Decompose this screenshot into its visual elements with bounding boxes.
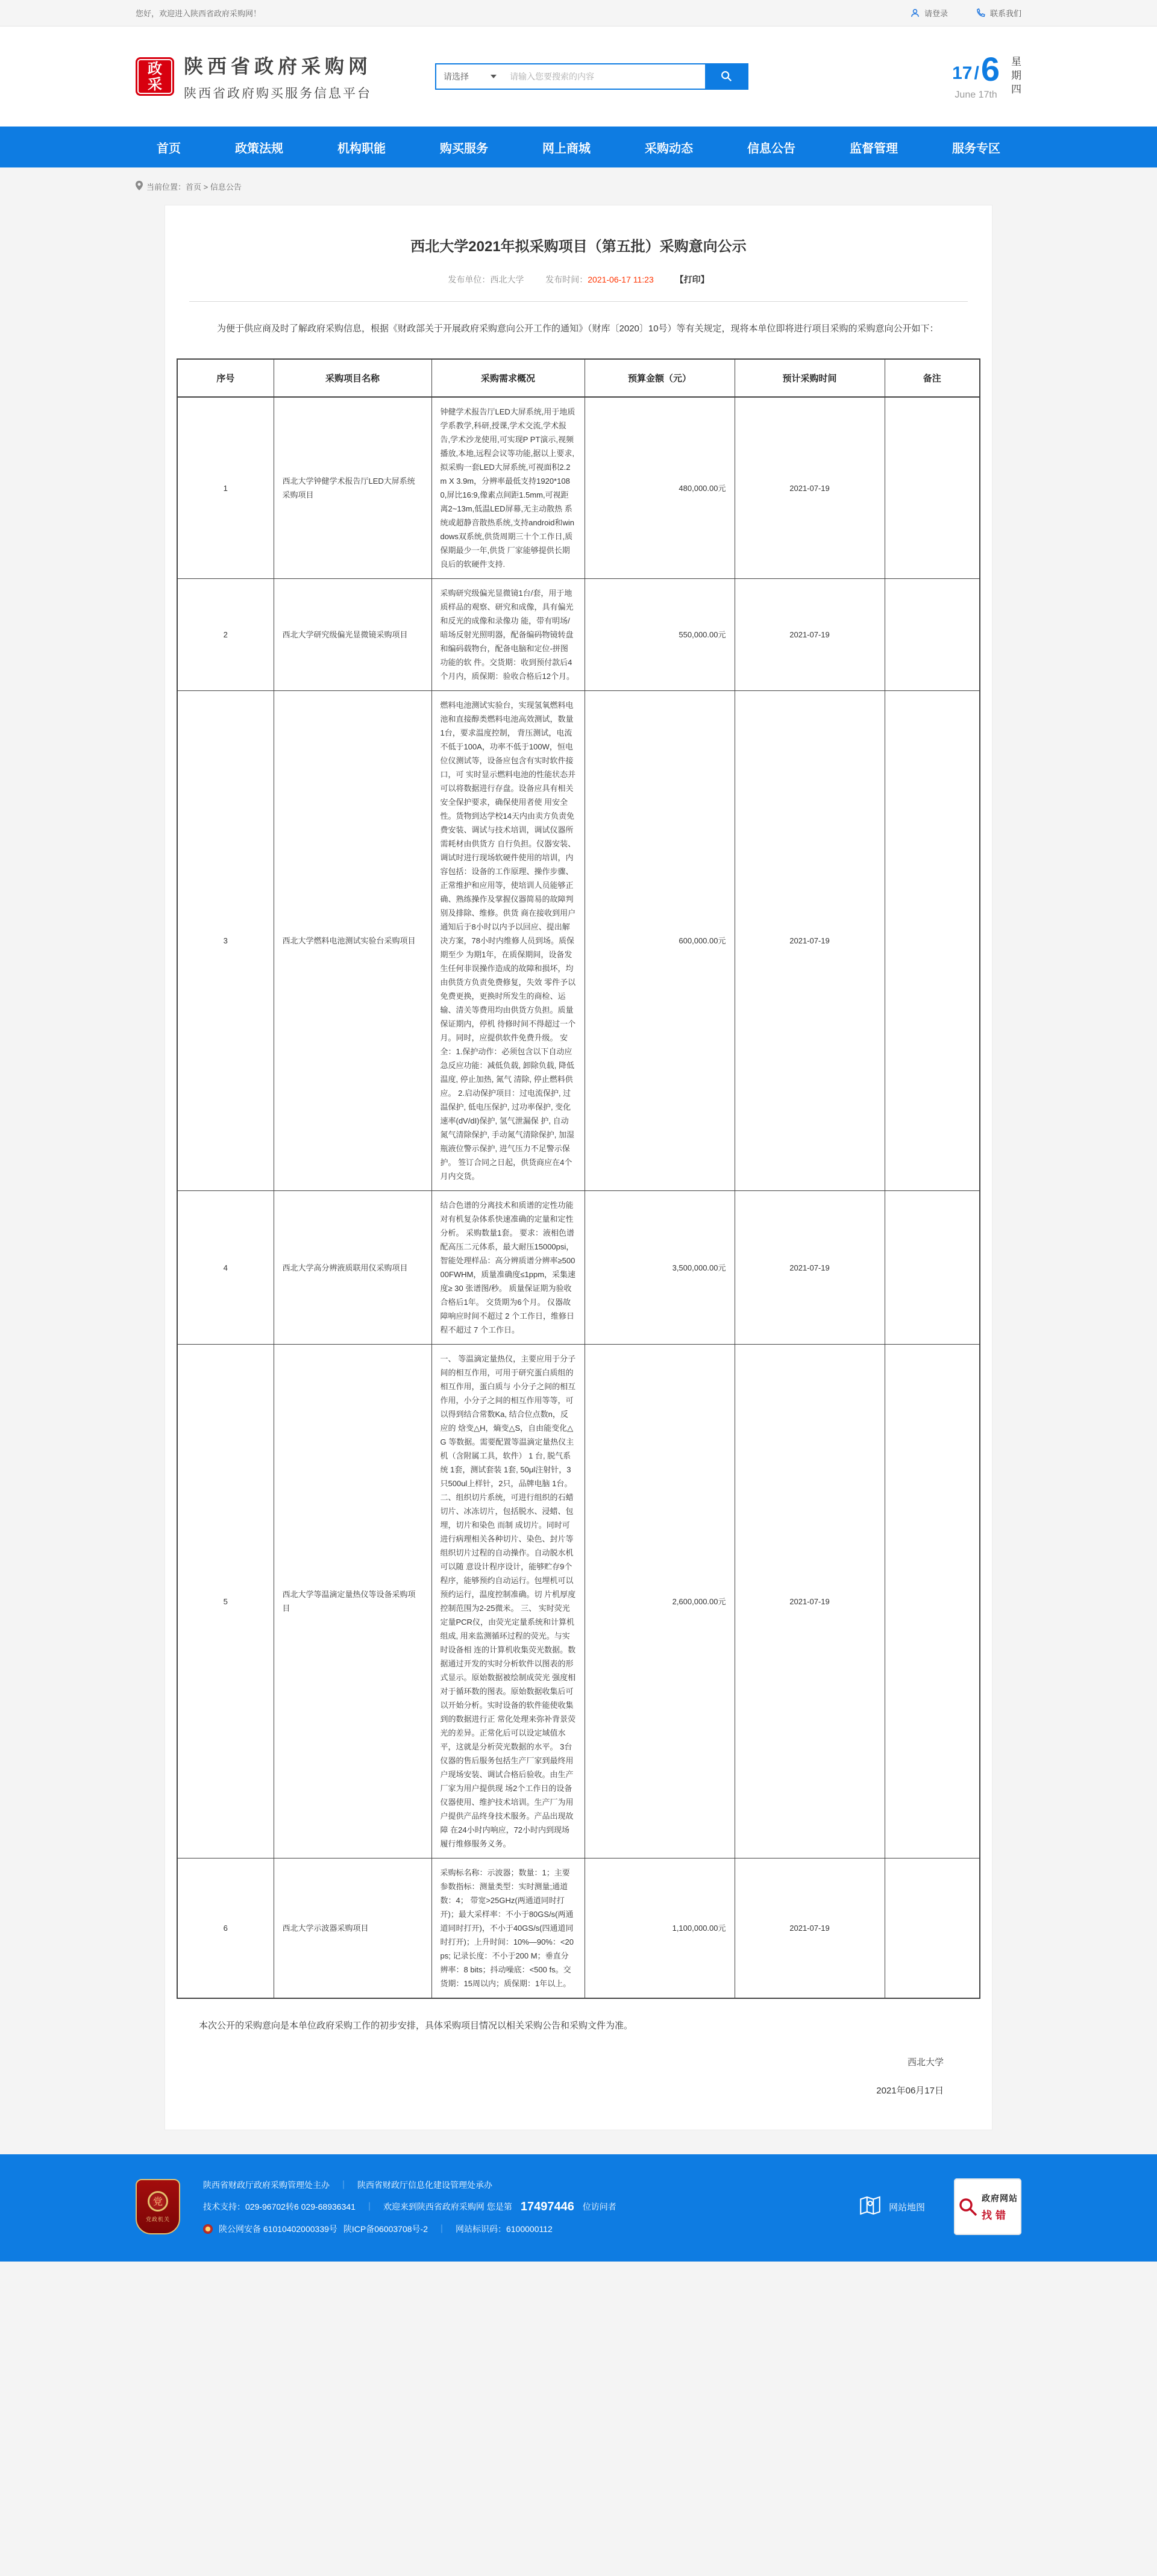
cell-project-name: 西北大学钟健学术报告厅LED大屏系统采购项目 [274, 397, 431, 579]
cell-demand-summary: 钟健学术报告厅LED大屏系统,用于地质学系教学,科研,授课,学术交流,学术报告,学术沙龙使用,可实现P PT演示,视频播放,本地,远程会议等功能,据以上要求,拟采购一套LED大屏系统,可视面积2.2m X 3.9m，分辨率最低支持1920*1080,屏比16:9,像素点间距1.5mm,可视距离2~13m,低温LED屏幕,无主动散热 系统或超静音散热系统,支持android和windows双系统,供货周期三十个工作日,质保期最少一年,供货 厂家能够提供长期良后的软硬件支持. [431, 397, 585, 579]
cell-planned-time: 2021-07-19 [735, 397, 885, 579]
col-header-demand: 采购需求概况 [431, 359, 585, 397]
cell-budget: 1,100,000.00元 [585, 1859, 735, 1999]
search-input[interactable] [504, 64, 705, 89]
footer-separator: ｜ [339, 2180, 348, 2190]
cell-seq: 2 [177, 579, 274, 691]
date-slash: / [974, 63, 979, 83]
footer-separator: ｜ [365, 2202, 374, 2212]
col-header-seq: 序号 [177, 359, 274, 397]
party-gov-emblem [136, 2179, 180, 2234]
nav-item-4[interactable]: 网上商城 [542, 142, 591, 155]
nav-item-7[interactable]: 监督管理 [850, 142, 898, 155]
table-header [177, 359, 980, 397]
cell-planned-time: 2021-07-19 [735, 1191, 885, 1345]
table-row [177, 579, 980, 691]
table-row [177, 397, 980, 579]
cell-project-name: 西北大学等温滴定量热仪等设备采购项目 [274, 1345, 431, 1859]
footer-visitor-prefix: 欢迎来到陕西省政府采购网 您是第 [383, 2202, 512, 2212]
breadcrumb-bar [0, 167, 1157, 205]
top-bar [0, 0, 1157, 27]
cell-demand-summary: 采购标名称：示波器；数量：1；主要参数指标：测量类型：实时测量;通道数：4； 带宽>25GHz(两通道同时打开)；最大采样率：不小于80GS/s(两通道同时打开)，不小于40GS/s(四通道同时打开)；上升时间：10%—90%：<20ps; 记录长度：不小于200 M；垂直分辨率：8 bits；抖动噪底：<500 fs。交货期：15周以内；质保期：1年以上。 [431, 1859, 585, 1999]
nav-item-5[interactable]: 采购动态 [645, 142, 693, 155]
table-row [177, 1345, 980, 1859]
badge-find-error-label: 找错 [982, 2209, 1009, 2221]
map-icon [858, 2193, 883, 2221]
footer-text-block [203, 2179, 616, 2235]
sitemap-label: 网站地图 [888, 2202, 925, 2213]
col-header-budget: 预算金额（元） [585, 359, 735, 397]
cell-project-name: 西北大学示波器采购项目 [274, 1859, 431, 1999]
cell-budget: 480,000.00元 [585, 397, 735, 579]
signature-org: 西北大学 [907, 2057, 944, 2068]
publish-time-label: 发布时间： [545, 275, 588, 284]
cell-demand-summary: 结合色谱的分离技术和质谱的定性功能对有机复杂体系快速准确的定量和定性分析。 采购数量1套。 要求：液相色谱配高压二元体系，最大耐压15000psi，智能处理样品：高分辨质谱分辨率≥50000FWHM，质量准确度≤1ppm，采集速度≥ 30 张谱图/秒。 质量保证期为验收合格后1年。 交货期为6个月。 仪器故障响应时间不超过 2 个工作日，维修日程不超过 7 个工作日。 [431, 1191, 585, 1345]
col-header-remark: 备注 [885, 359, 980, 397]
cell-planned-time: 2021-07-19 [735, 579, 885, 691]
police-badge-icon [203, 2224, 213, 2234]
footer-support: 技术支持：029-96702转6 029-68936341 [203, 2202, 356, 2212]
cell-remark [885, 691, 980, 1191]
footer-right-block [858, 2178, 1021, 2235]
cell-project-name: 西北大学高分辨液质联用仪采购项目 [274, 1191, 431, 1345]
cell-seq: 5 [177, 1345, 274, 1859]
cell-remark [885, 397, 980, 579]
publisher-label: 发布单位： [448, 275, 491, 284]
cell-project-name: 西北大学燃料电池测试实验台采购项目 [274, 691, 431, 1191]
cell-budget: 3,500,000.00元 [585, 1191, 735, 1345]
cell-remark [885, 1345, 980, 1859]
footer-host-left: 陕西省财政厅政府采购管理处主办 [203, 2180, 330, 2190]
cell-project-name: 西北大学研究级偏光显微镜采购项目 [274, 579, 431, 691]
nav-item-0[interactable]: 首页 [157, 142, 181, 155]
phone-icon [976, 8, 986, 18]
date-weekday: 星期四 [1009, 55, 1021, 98]
procurement-table [177, 358, 980, 1999]
table-row [177, 1859, 980, 1999]
contact-label: 联系我们 [989, 9, 1021, 18]
footer-icp-beian[interactable]: 陕ICP备06003708号-2 [343, 2224, 428, 2234]
cell-seq: 3 [177, 691, 274, 1191]
signature-date: 2021年06月17日 [876, 2086, 944, 2096]
cell-planned-time: 2021-07-19 [735, 1345, 885, 1859]
cell-seq: 6 [177, 1859, 274, 1999]
chevron-down-icon [491, 75, 497, 78]
cell-budget: 600,000.00元 [585, 691, 735, 1191]
emblem-char: 党 [152, 2197, 163, 2207]
breadcrumb[interactable]: 当前位置：首页 > 信息公告 [146, 182, 242, 192]
search-icon [720, 69, 733, 84]
publisher-value: 西北大学 [490, 275, 524, 284]
welcome-text: 您好，欢迎进入陕西省政府采购网！ [136, 9, 262, 18]
date-day: 17 [952, 63, 973, 83]
closing-note: 本次公开的采购意向是本单位政府采购工作的初步安排，具体采购项目情况以相关采购公告和采购文件为准。 [199, 2021, 633, 2031]
cell-demand-summary: 燃料电池测试实验台，实现氢氧燃料电池和直接醇类燃料电池高效测试，数量1台，要求温度控制， 背压测试，电流不低于100A，功率不低于100W，恒电位仪测试等，设备应包含有实时软件接口，可 实时显示燃料电池的性能状态并可以将数据进行存盘。设备应具有相关安全保护要求，确保使用者使 用安全性。货物到达学校14天内由卖方负责免费安装、调试与技术培训，调试仪器所需耗材由供货方 自行负担。仪器安装、调试时进行现场软硬件使用的培训，内容包括：设备的工作原理、操作步骤、 正常维护和应用等，使培训人员能够正确、熟练操作及掌握仪器简易的故障判别及排除、维修。供货 商在接收到用户通知后于8小时以内予以回应、提出解决方案，78小时内维修人员到场。质保期至少 为期1年，在质保期间，设备发生任何非误操作造成的故障和损坏，均由供货方负责免费修复，失效 零件予以免费更换，更换时所发生的商检、运输、清关等费用均由供货方负担。质量保证期内，停机 待修时间不得超过一个月。同时，应提供软件免费升级。 安全：1.保护动作：必须包含以下自动应急反应功能：减低负载, 卸除负载, 降低温度, 停止加热, 氮气 清除, 停止燃料供应。 2.启动保护项目：过电流保护, 过温保护, 低电压保护, 过功率保护, 变化速率(dV/dI)保护, 氢气泄漏保 护, 自动氮气清除保护, 手动氮气清除保护, 加湿瓶液位警示保护, 进气压力不足警示保护。 签订合同之日起，供货商应在4个月内交货。 [431, 691, 585, 1191]
table-header-row [177, 359, 980, 397]
login-label: 请登录 [924, 9, 948, 18]
cell-seq: 1 [177, 397, 274, 579]
date-month: 6 [980, 50, 1000, 88]
nav-item-2[interactable]: 机构职能 [337, 142, 386, 155]
search-button[interactable] [705, 64, 747, 89]
visitor-counter: 17497446 [520, 2199, 574, 2213]
search-select-label: 请选择 [444, 72, 469, 81]
badge-gov-site-label: 政府网站 [982, 2193, 1018, 2203]
article-meta [165, 274, 992, 286]
nav-item-6[interactable]: 信息公告 [747, 142, 795, 155]
cell-demand-summary: 一、 等温滴定量热仪，主要应用于分子间的相互作用，可用于研究蛋白质组的相互作用，蛋白质与 小分子之间的相互作用，小分子之间的相互作用等等，可以得到结合常数Ka, 结合位点数n，反应的 焓变△H，熵变△S，自由能变化△G 等数据。需要配置等温滴定量热仪主机（含附属工具，软件） 1 台, 脱气系统 1套，测试套装 1套, 50μl注射针，3只500ul上样针，2只，品牌电脑 1台。 二、组织切片系统，可进行组织的石蜡切片、冰冻切片，包括脱水、浸蜡、包埋，切片和染色 而制 成切片。同时可进行病理相关各种切片、染色、封片等组织切片过程的自动操作。自动脱水机可以随 意设计程序设计，能够贮存9个程序，能够预约自动运行。包埋机可以预约运行，温度控制准确。切 片机厚度控制范围为2-25微米。 三、 实时荧光定量PCR仪，由荧光定量系统和计算机组成, 用来监测循环过程的荧光。与实时设备相 连的计算机收集荧光数据。数据通过开发的实时分析软件以图表的形式显示。原始数据被绘制成荧光 强度相对于循环数的图表。原始数据收集后可以开始分析。实时设备的软件能使收集到的数据进行正 常化处理来弥补背景荧光的差异。正常化后可以设定域值水平，这就是分析荧光数据的水平。 3台仪器的售后服务包括生产厂家到最终用户现场安装、调试合格后验收。由生产厂家为用户提供现 场2个工作日的设备仪器使用、维护技术培训。生产厂为用户提供产品终身技术服务。产品出现故障 在24小时内响应，72小时内到现场履行维修服务义务。 [431, 1345, 585, 1859]
cell-planned-time: 2021-07-19 [735, 691, 885, 1191]
site-logo [136, 57, 174, 96]
publish-time-value: 2021-06-17 11:23 [588, 275, 654, 284]
cell-planned-time: 2021-07-19 [735, 1859, 885, 1999]
login-link[interactable] [910, 7, 948, 19]
cell-remark [885, 1859, 980, 1999]
sitemap-link[interactable] [858, 2193, 925, 2221]
brand[interactable] [136, 51, 372, 102]
divider [189, 301, 968, 302]
date-english: June 17th [955, 90, 997, 100]
footer-host-right: 陕西省财政厅信息化建设管理处承办 [357, 2180, 492, 2190]
location-pin-icon [136, 181, 143, 192]
logo-char: 采 [148, 76, 162, 93]
site-name: 陕西省政府采购网 [184, 55, 372, 77]
nav-item-8[interactable]: 服务专区 [952, 142, 1000, 155]
footer-visitor-suffix: 位访问者 [582, 2202, 616, 2212]
emblem-ring-icon [148, 2191, 168, 2212]
table-row [177, 1191, 980, 1345]
nav-item-1[interactable]: 政策法规 [235, 142, 283, 155]
footer-site-code: 网站标识码：6100000112 [455, 2224, 553, 2234]
page-title: 西北大学2021年拟采购项目（第五批）采购意向公示 [410, 239, 747, 255]
table-row [177, 691, 980, 1191]
site-subtitle: 陕西省政府购买服务信息平台 [184, 87, 372, 101]
error-magnifier-icon [958, 2196, 978, 2217]
contact-link[interactable] [976, 7, 1021, 19]
search-bar [435, 63, 748, 90]
cell-budget: 550,000.00元 [585, 579, 735, 691]
cell-seq: 4 [177, 1191, 274, 1345]
site-titles [184, 51, 372, 102]
nav-item-3[interactable]: 购买服务 [440, 142, 488, 155]
topbar-links [910, 7, 1021, 19]
logo-char: 政 [148, 60, 162, 77]
footer-gongan-beian[interactable]: 陕公网安备 61010402000339号 [219, 2224, 337, 2234]
emblem-label: 党政机关 [145, 2216, 170, 2222]
cell-budget: 2,600,000.00元 [585, 1345, 735, 1859]
nav-items [157, 127, 1000, 167]
search-category-select[interactable] [436, 64, 504, 89]
cell-remark [885, 579, 980, 691]
col-header-name: 采购项目名称 [274, 359, 431, 397]
signature-block [165, 2055, 944, 2096]
date-widget [952, 52, 1021, 101]
intro-paragraph: 为便于供应商及时了解政府采购信息，根据《财政部关于开展政府采购意向公开工作的通知》（财库〔2020〕10号）等有关规定，现将本单位即将进行项目采购的采购意向公开如下： [217, 324, 939, 334]
site-footer [0, 2154, 1157, 2262]
footer-separator: ｜ [437, 2224, 446, 2234]
article-card [165, 205, 992, 2130]
col-header-time: 预计采购时间 [735, 359, 885, 397]
gov-site-error-report-badge[interactable] [954, 2178, 1021, 2235]
site-header [0, 27, 1157, 127]
cell-demand-summary: 采购研究级偏光显微镜1台/套，用于地质样品的观察、研究和成像，具有偏光和反光的成像和录像功 能，带有明场/暗场反射光照明器，配备编码物镜转盘和编码载物台，配备电脑和定位-拼图功能的软 件。交货期：收到预付款后4个月内，质保期：验收合格后12个月。 [431, 579, 585, 691]
main-nav [0, 127, 1157, 167]
user-icon [910, 8, 920, 18]
print-button[interactable]: 【打印】 [675, 275, 709, 284]
cell-remark [885, 1191, 980, 1345]
procurement-table-body [177, 397, 980, 1998]
